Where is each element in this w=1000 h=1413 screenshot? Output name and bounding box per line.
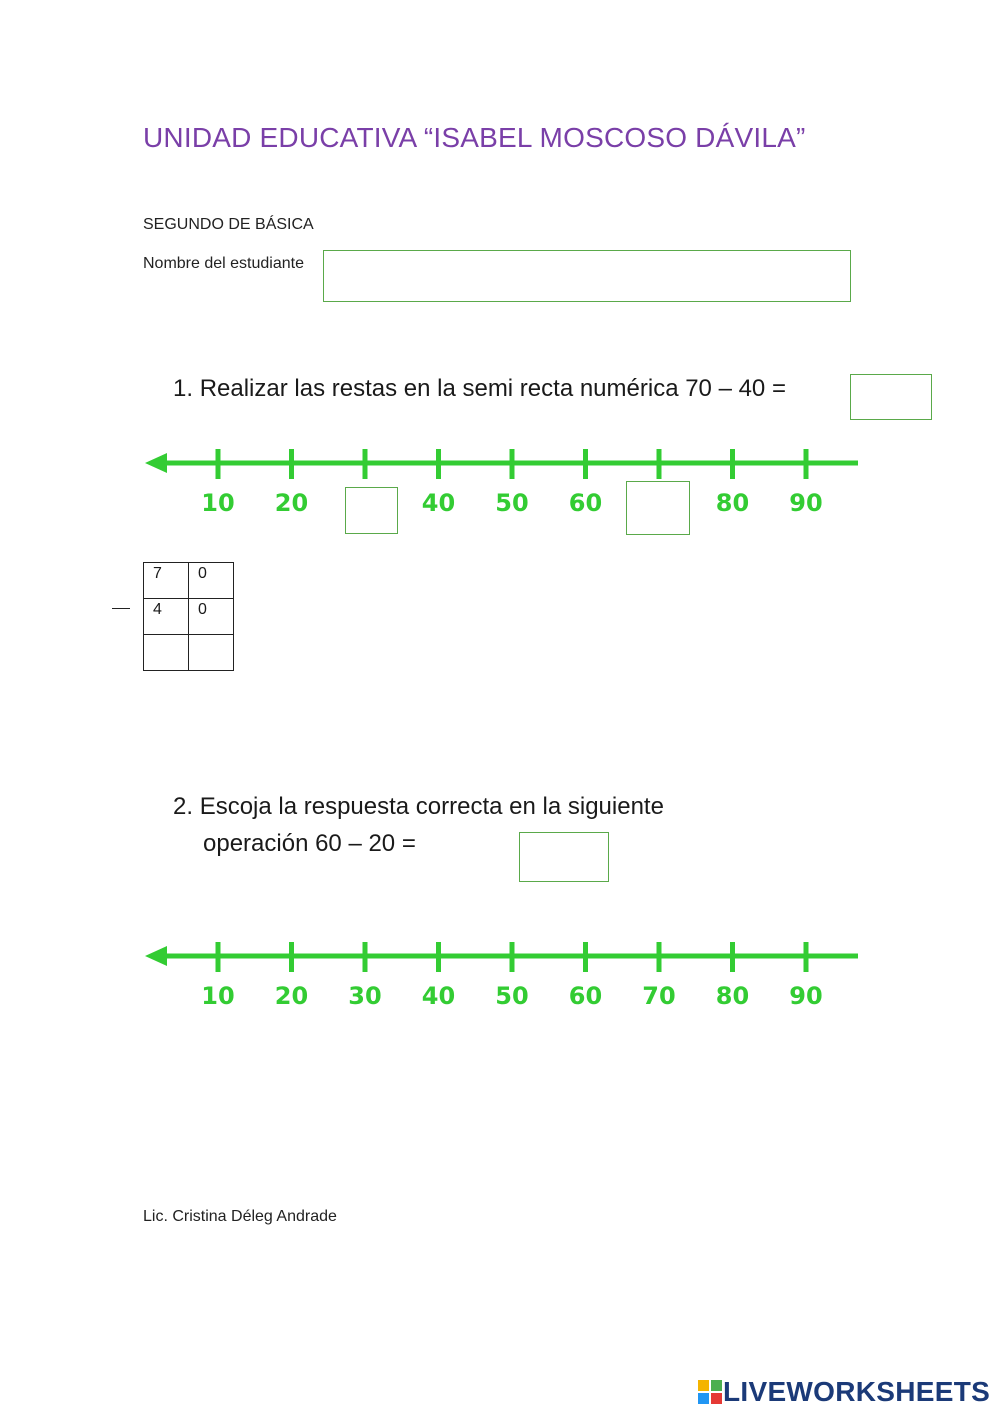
q1-numberline-tick-label: 90 bbox=[789, 489, 823, 517]
grid-row-minuend bbox=[144, 563, 234, 599]
q1-text: Realizar las restas en la semi recta numérica 70 – 40 = bbox=[199, 375, 786, 402]
grid-cell: 7 bbox=[144, 563, 189, 599]
student-name-field[interactable] bbox=[323, 250, 851, 302]
q1-numberline-input-70[interactable] bbox=[627, 482, 689, 534]
grid-cell: 0 bbox=[189, 563, 234, 599]
q1-answer-box[interactable] bbox=[850, 374, 932, 420]
subtraction-grid bbox=[143, 562, 234, 671]
q2-numberline-tick-label: 40 bbox=[421, 982, 456, 1010]
q2-numberline-arrow-icon bbox=[145, 946, 167, 966]
q2-numberline-tick-label: 30 bbox=[348, 982, 382, 1010]
q1-answer-input[interactable] bbox=[851, 375, 931, 419]
q2-numberline-tick-label: 90 bbox=[789, 982, 823, 1010]
brand-name: LIVEWORKSHEETS bbox=[723, 1376, 991, 1407]
q2-numberline-tick-label: 70 bbox=[642, 982, 676, 1010]
q2-numberline-tick-label: 10 bbox=[201, 982, 235, 1010]
grid-cell: 0 bbox=[189, 599, 234, 635]
q2-numberline-tick-label: 60 bbox=[568, 982, 603, 1010]
q1-numberline-tick-label: 80 bbox=[715, 489, 750, 517]
grid-row-result[interactable] bbox=[144, 635, 234, 671]
school-title: UNIDAD EDUCATIVA “ISABEL MOSCOSO DÁVILA” bbox=[143, 122, 806, 153]
q2-numberline-tick-label: 80 bbox=[715, 982, 750, 1010]
q1-numberline-tick-label: 10 bbox=[201, 489, 235, 517]
brand-logo bbox=[697, 1376, 990, 1408]
q2-answer-input[interactable] bbox=[520, 833, 608, 881]
q1-numberline-blank-70[interactable] bbox=[626, 481, 690, 535]
grid-row-subtrahend bbox=[144, 599, 234, 635]
q1-numberline-tick-label: 50 bbox=[495, 489, 529, 517]
q2-text-line1: Escoja la respuesta correcta en la siguiente bbox=[199, 793, 664, 820]
student-name-input[interactable] bbox=[324, 251, 850, 301]
q1-numberline-blank-30[interactable] bbox=[345, 487, 398, 534]
grade-label: SEGUNDO DE BÁSICA bbox=[143, 216, 314, 233]
q2-answer-box[interactable] bbox=[519, 832, 609, 882]
student-name-label: Nombre del estudiante bbox=[143, 255, 304, 272]
grid-result-tens[interactable] bbox=[144, 635, 189, 671]
grid-cell: 4 bbox=[144, 599, 189, 635]
q1-number-line bbox=[143, 425, 858, 535]
q1-numberline-input-30[interactable] bbox=[346, 488, 397, 533]
q1-heading bbox=[173, 375, 786, 403]
q2-heading-line1 bbox=[173, 793, 664, 821]
q2-text-line2: operación 60 – 20 = bbox=[203, 830, 416, 857]
q1-numberline-tick-label: 60 bbox=[568, 489, 603, 517]
q1-numberline-tick-label: 40 bbox=[421, 489, 456, 517]
q2-number: 2. bbox=[173, 793, 194, 820]
grid-result-units[interactable] bbox=[189, 635, 234, 671]
liveworksheets-logo-icon bbox=[697, 1379, 723, 1405]
author-signature: Lic. Cristina Déleg Andrade bbox=[143, 1208, 337, 1225]
q1-number: 1. bbox=[173, 375, 194, 402]
minus-sign bbox=[112, 608, 130, 609]
q1-numberline-tick-label: 20 bbox=[274, 489, 309, 517]
q2-number-line bbox=[143, 918, 858, 1028]
q1-numberline-arrow-icon bbox=[145, 453, 167, 473]
q2-numberline-tick-label: 20 bbox=[274, 982, 309, 1010]
q2-numberline-tick-label: 50 bbox=[495, 982, 529, 1010]
